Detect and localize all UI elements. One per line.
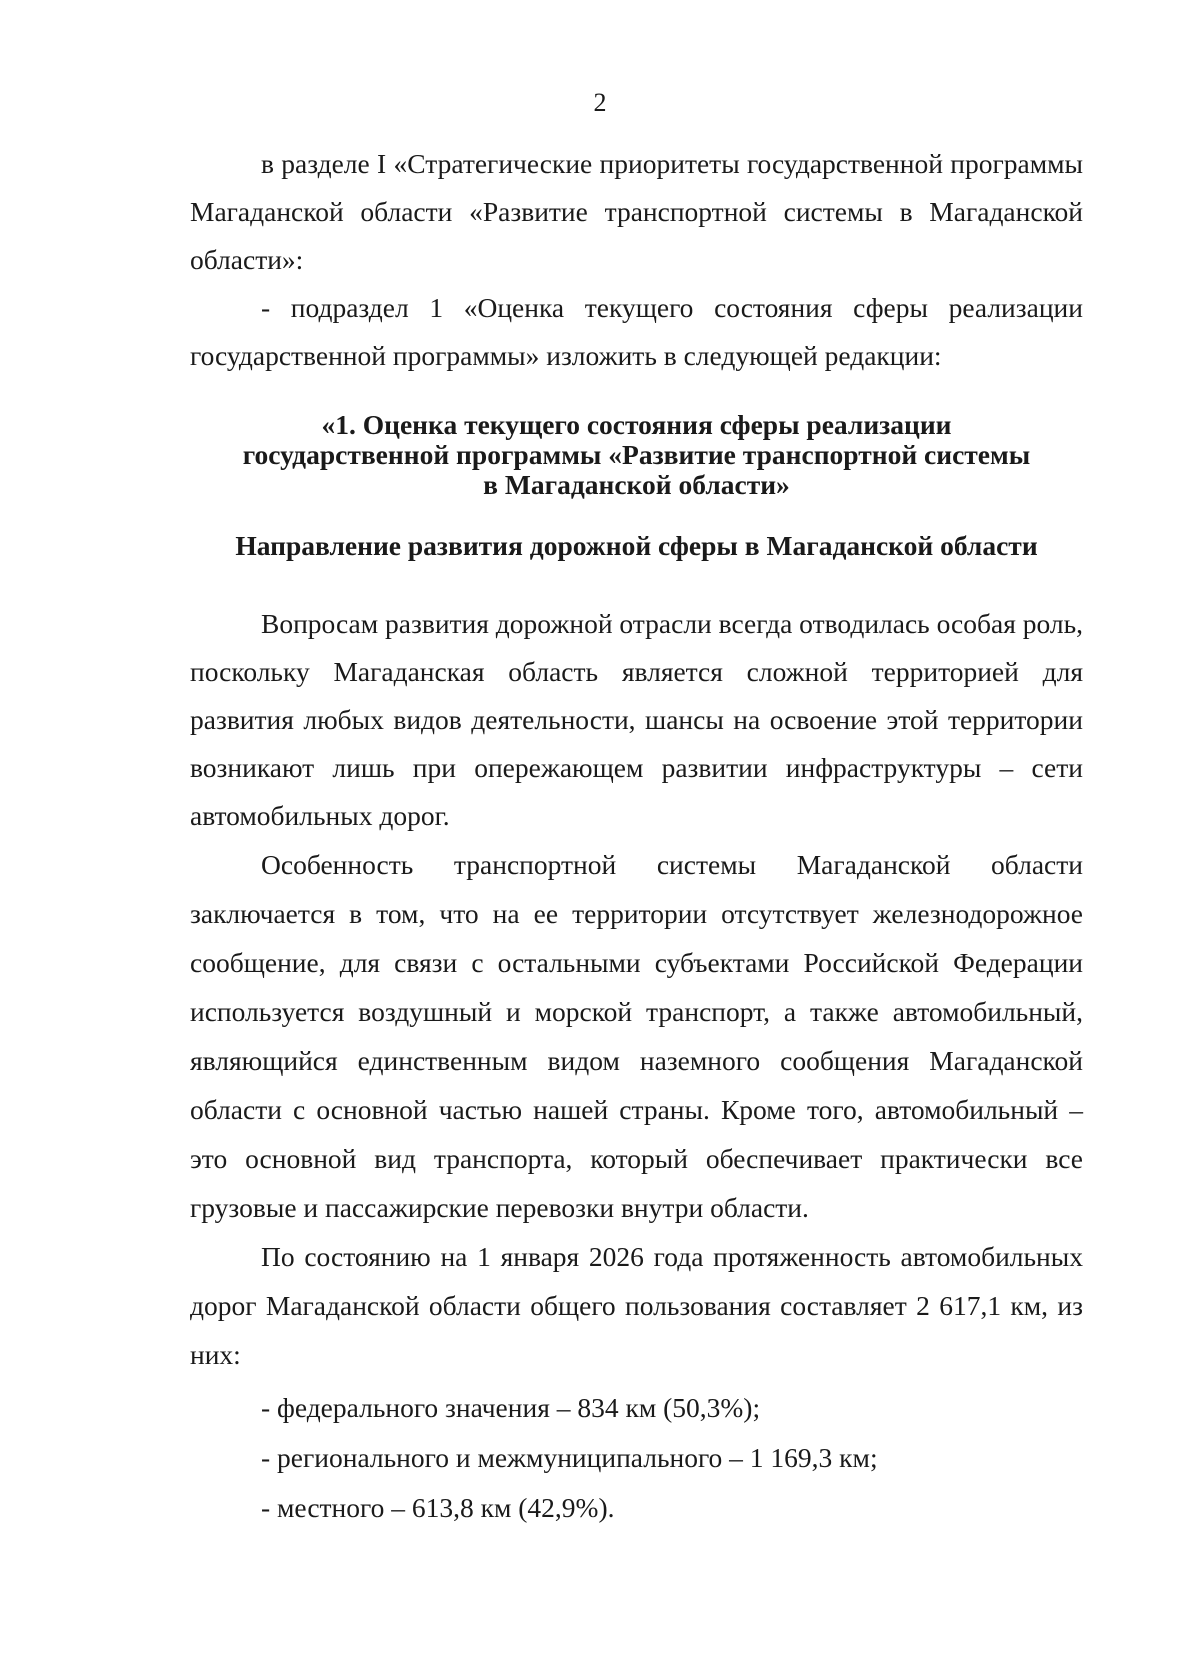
- subsection-heading: Направление развития дорожной сферы в Магаданской области: [235, 530, 1038, 561]
- list-item-federal: - федерального значения – 834 км (50,3%);: [261, 1392, 761, 1423]
- paragraph-road-length: По состоянию на 1 января 2026 года протяженность автомобильных дорог Магаданской области общего пользования составляет 2 617,1 км, из них:: [190, 1241, 1083, 1370]
- paragraph-transport-features: Особенность транспортной системы Магаданской области заключается в том, что на ее территории отсутствует железнодорожное сообщение, для связи с остальными субъектами Российской Федерации используется воздушный и морской транспорт, а также автомобильный, являющийся единственным видом наземного сообщения Магаданской области с основной частью нашей страны. Кроме того, автомобильный – это основной вид транспорта, который обеспечивает практически все грузовые и пассажирские перевозки внутри области.: [190, 849, 1083, 1223]
- section-heading-line-1: «1. Оценка текущего состояния сферы реализации: [321, 409, 952, 440]
- section-heading-line-3: в Магаданской области»: [483, 469, 790, 500]
- paragraph-road-industry: Вопросам развития дорожной отрасли всегда отводилась особая роль, поскольку Магаданская область является сложной территорией для развития любых видов деятельности, шансы на освоение этой территории возникают лишь при опережающем развитии инфраструктуры – сети автомобильных дорог.: [190, 608, 1083, 831]
- section-heading-line-2: государственной программы «Развитие транспортной системы: [242, 439, 1031, 470]
- list-item-regional: - регионального и межмуниципального – 1 169,3 км;: [261, 1442, 878, 1473]
- body-paragraphs: [190, 600, 1083, 1379]
- intro-paragraph: в разделе I «Стратегические приоритеты государственной программы Магаданской области «Развитие транспортной системы в Магаданской области»:: [190, 148, 1083, 275]
- amendment-instruction: - подраздел 1 «Оценка текущего состояния сферы реализации государственной программы» изложить в следующей редакции:: [190, 292, 1083, 371]
- road-category-list: [190, 1383, 1083, 1533]
- page-number: 2: [593, 88, 607, 117]
- document-body: [190, 140, 1083, 1533]
- list-item-local: - местного – 613,8 км (42,9%).: [261, 1492, 615, 1523]
- section-heading: [190, 410, 1083, 500]
